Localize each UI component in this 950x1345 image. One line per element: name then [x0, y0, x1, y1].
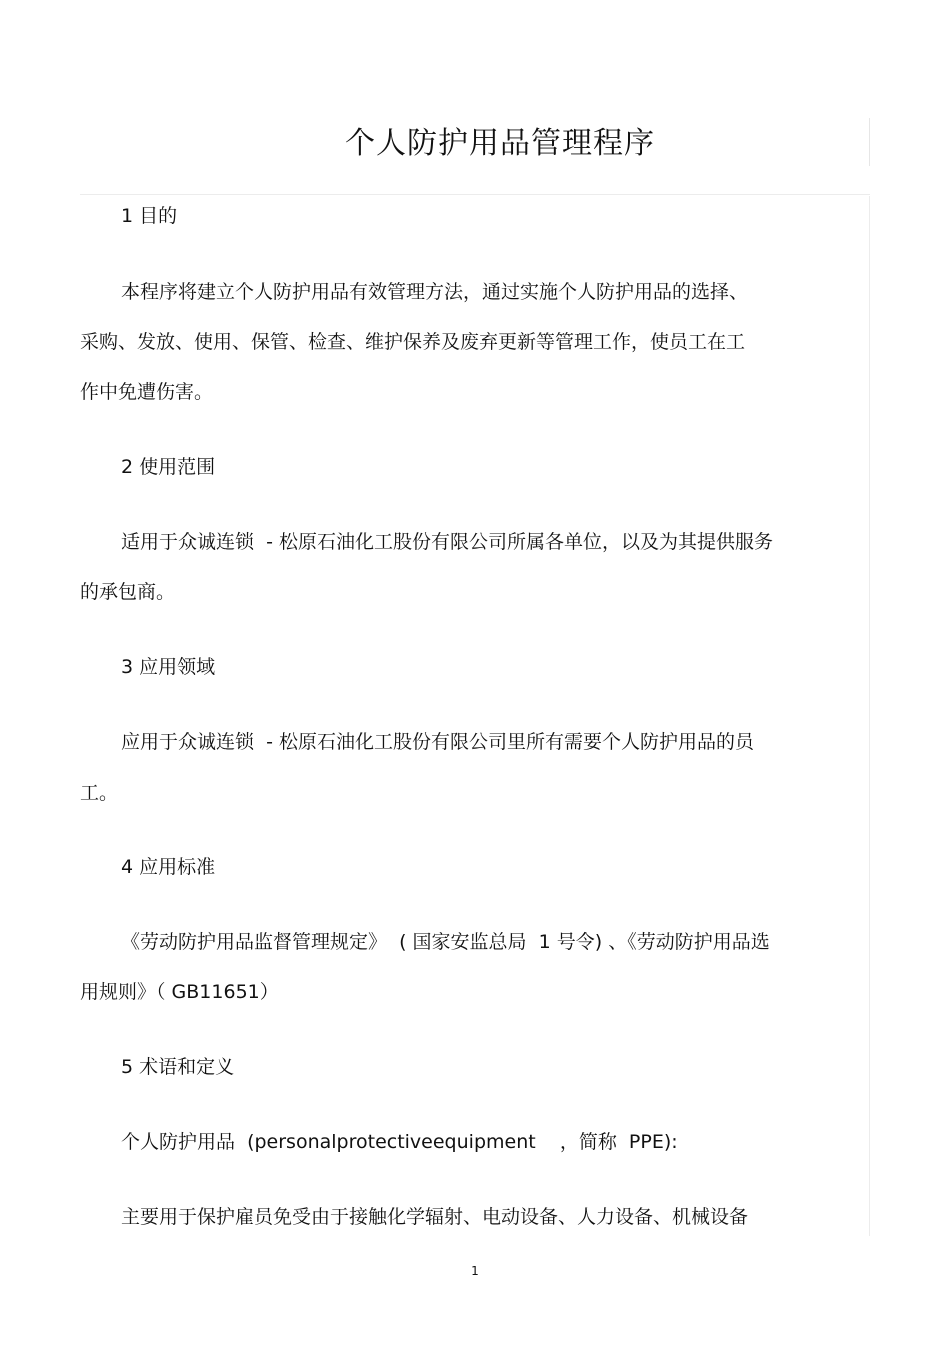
paragraph-line: 采购、发放、使用、保管、检查、维护保养及废弃更新等管理工作，使员工在工 [80, 331, 746, 353]
page-number: 1 [471, 1264, 479, 1278]
paragraph-line: 的承包商。 [80, 581, 176, 603]
section-heading-application: 3 应用领域 [121, 656, 216, 678]
paragraph-line: 用规则》（ GB11651） [80, 981, 279, 1003]
paragraph-line: 工。 [80, 782, 119, 804]
divider-vertical [869, 196, 870, 1236]
divider-horizontal [80, 194, 870, 195]
divider-vertical-top [869, 118, 870, 166]
paragraph-line: 个人防护用品 (personalprotectiveequipment ，简称 PPE): [121, 1131, 678, 1153]
paragraph-line: 适用于众诚连锁 - 松原石油化工股份有限公司所属各单位，以及为其提供服务 [121, 531, 773, 553]
paragraph-line: 《劳动防护用品监督管理规定》 ( 国家安监总局 1 号令) 、《劳动防护用品选 [121, 931, 770, 953]
section-heading-standards: 4 应用标准 [121, 856, 216, 878]
paragraph-line: 作中免遭伤害。 [80, 381, 214, 403]
section-heading-scope: 2 使用范围 [121, 456, 216, 478]
paragraph-line: 主要用于保护雇员免受由于接触化学辐射、电动设备、人力设备、机械设备 [121, 1206, 749, 1228]
section-heading-definitions: 5 术语和定义 [121, 1056, 235, 1078]
section-heading-purpose: 1 目的 [121, 205, 178, 227]
paragraph-line: 应用于众诚连锁 - 松原石油化工股份有限公司里所有需要个人防护用品的员 [121, 731, 754, 753]
page-title: 个人防护用品管理程序 [345, 126, 655, 161]
paragraph-line: 本程序将建立个人防护用品有效管理方法，通过实施个人防护用品的选择、 [121, 281, 749, 303]
